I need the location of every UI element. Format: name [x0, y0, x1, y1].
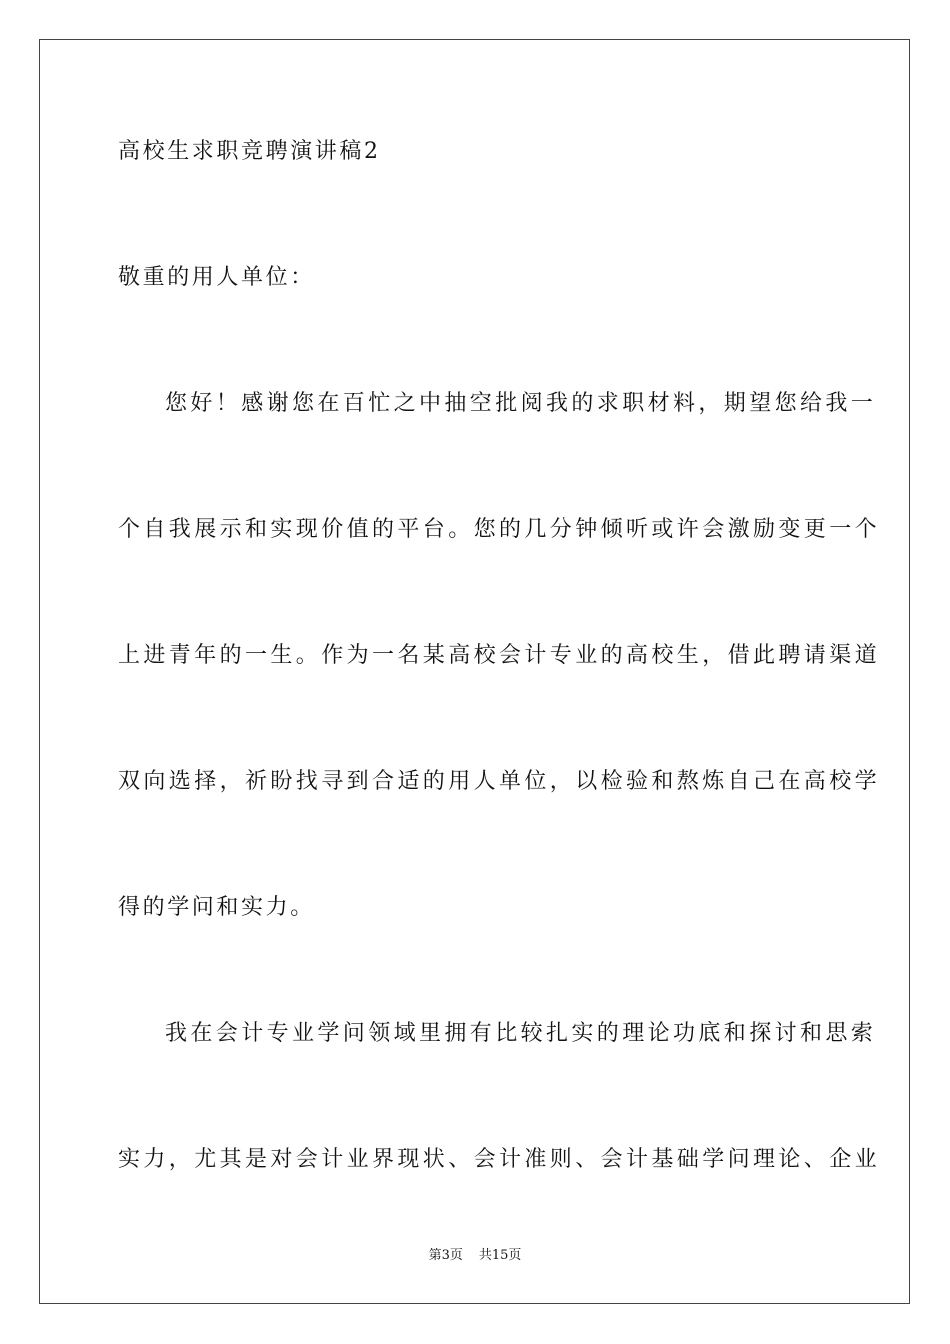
paragraph-line: 上进青年的一生。作为一名某高校会计专业的高校生，借此聘请渠道 — [118, 643, 881, 668]
document-title: 高校生求职竞聘演讲稿2 — [118, 139, 381, 164]
paragraph-line: 双向选择，祈盼找寻到合适的用人单位，以检验和熬炼自己在高校学 — [118, 769, 881, 794]
page-border — [39, 39, 910, 1304]
salutation: 敬重的用人单位： — [118, 265, 315, 290]
paragraph-line: 实力，尤其是对会计业界现状、会计准则、会计基础学问理论、企业 — [118, 1147, 881, 1172]
paragraph-line: 我在会计专业学问领域里拥有比较扎实的理论功底和探讨和思索 — [165, 1021, 877, 1046]
paragraph-line: 得的学问和实力。 — [118, 895, 315, 920]
page-total: 共15页 — [478, 1248, 522, 1263]
paragraph-line: 您好！感谢您在百忙之中抽空批阅我的求职材料，期望您给我一 — [165, 391, 877, 416]
page-footer — [0, 1247, 950, 1265]
paragraph-line: 个自我展示和实现价值的平台。您的几分钟倾听或许会激励变更一个 — [118, 517, 881, 542]
page-number: 第3页 — [428, 1248, 463, 1263]
